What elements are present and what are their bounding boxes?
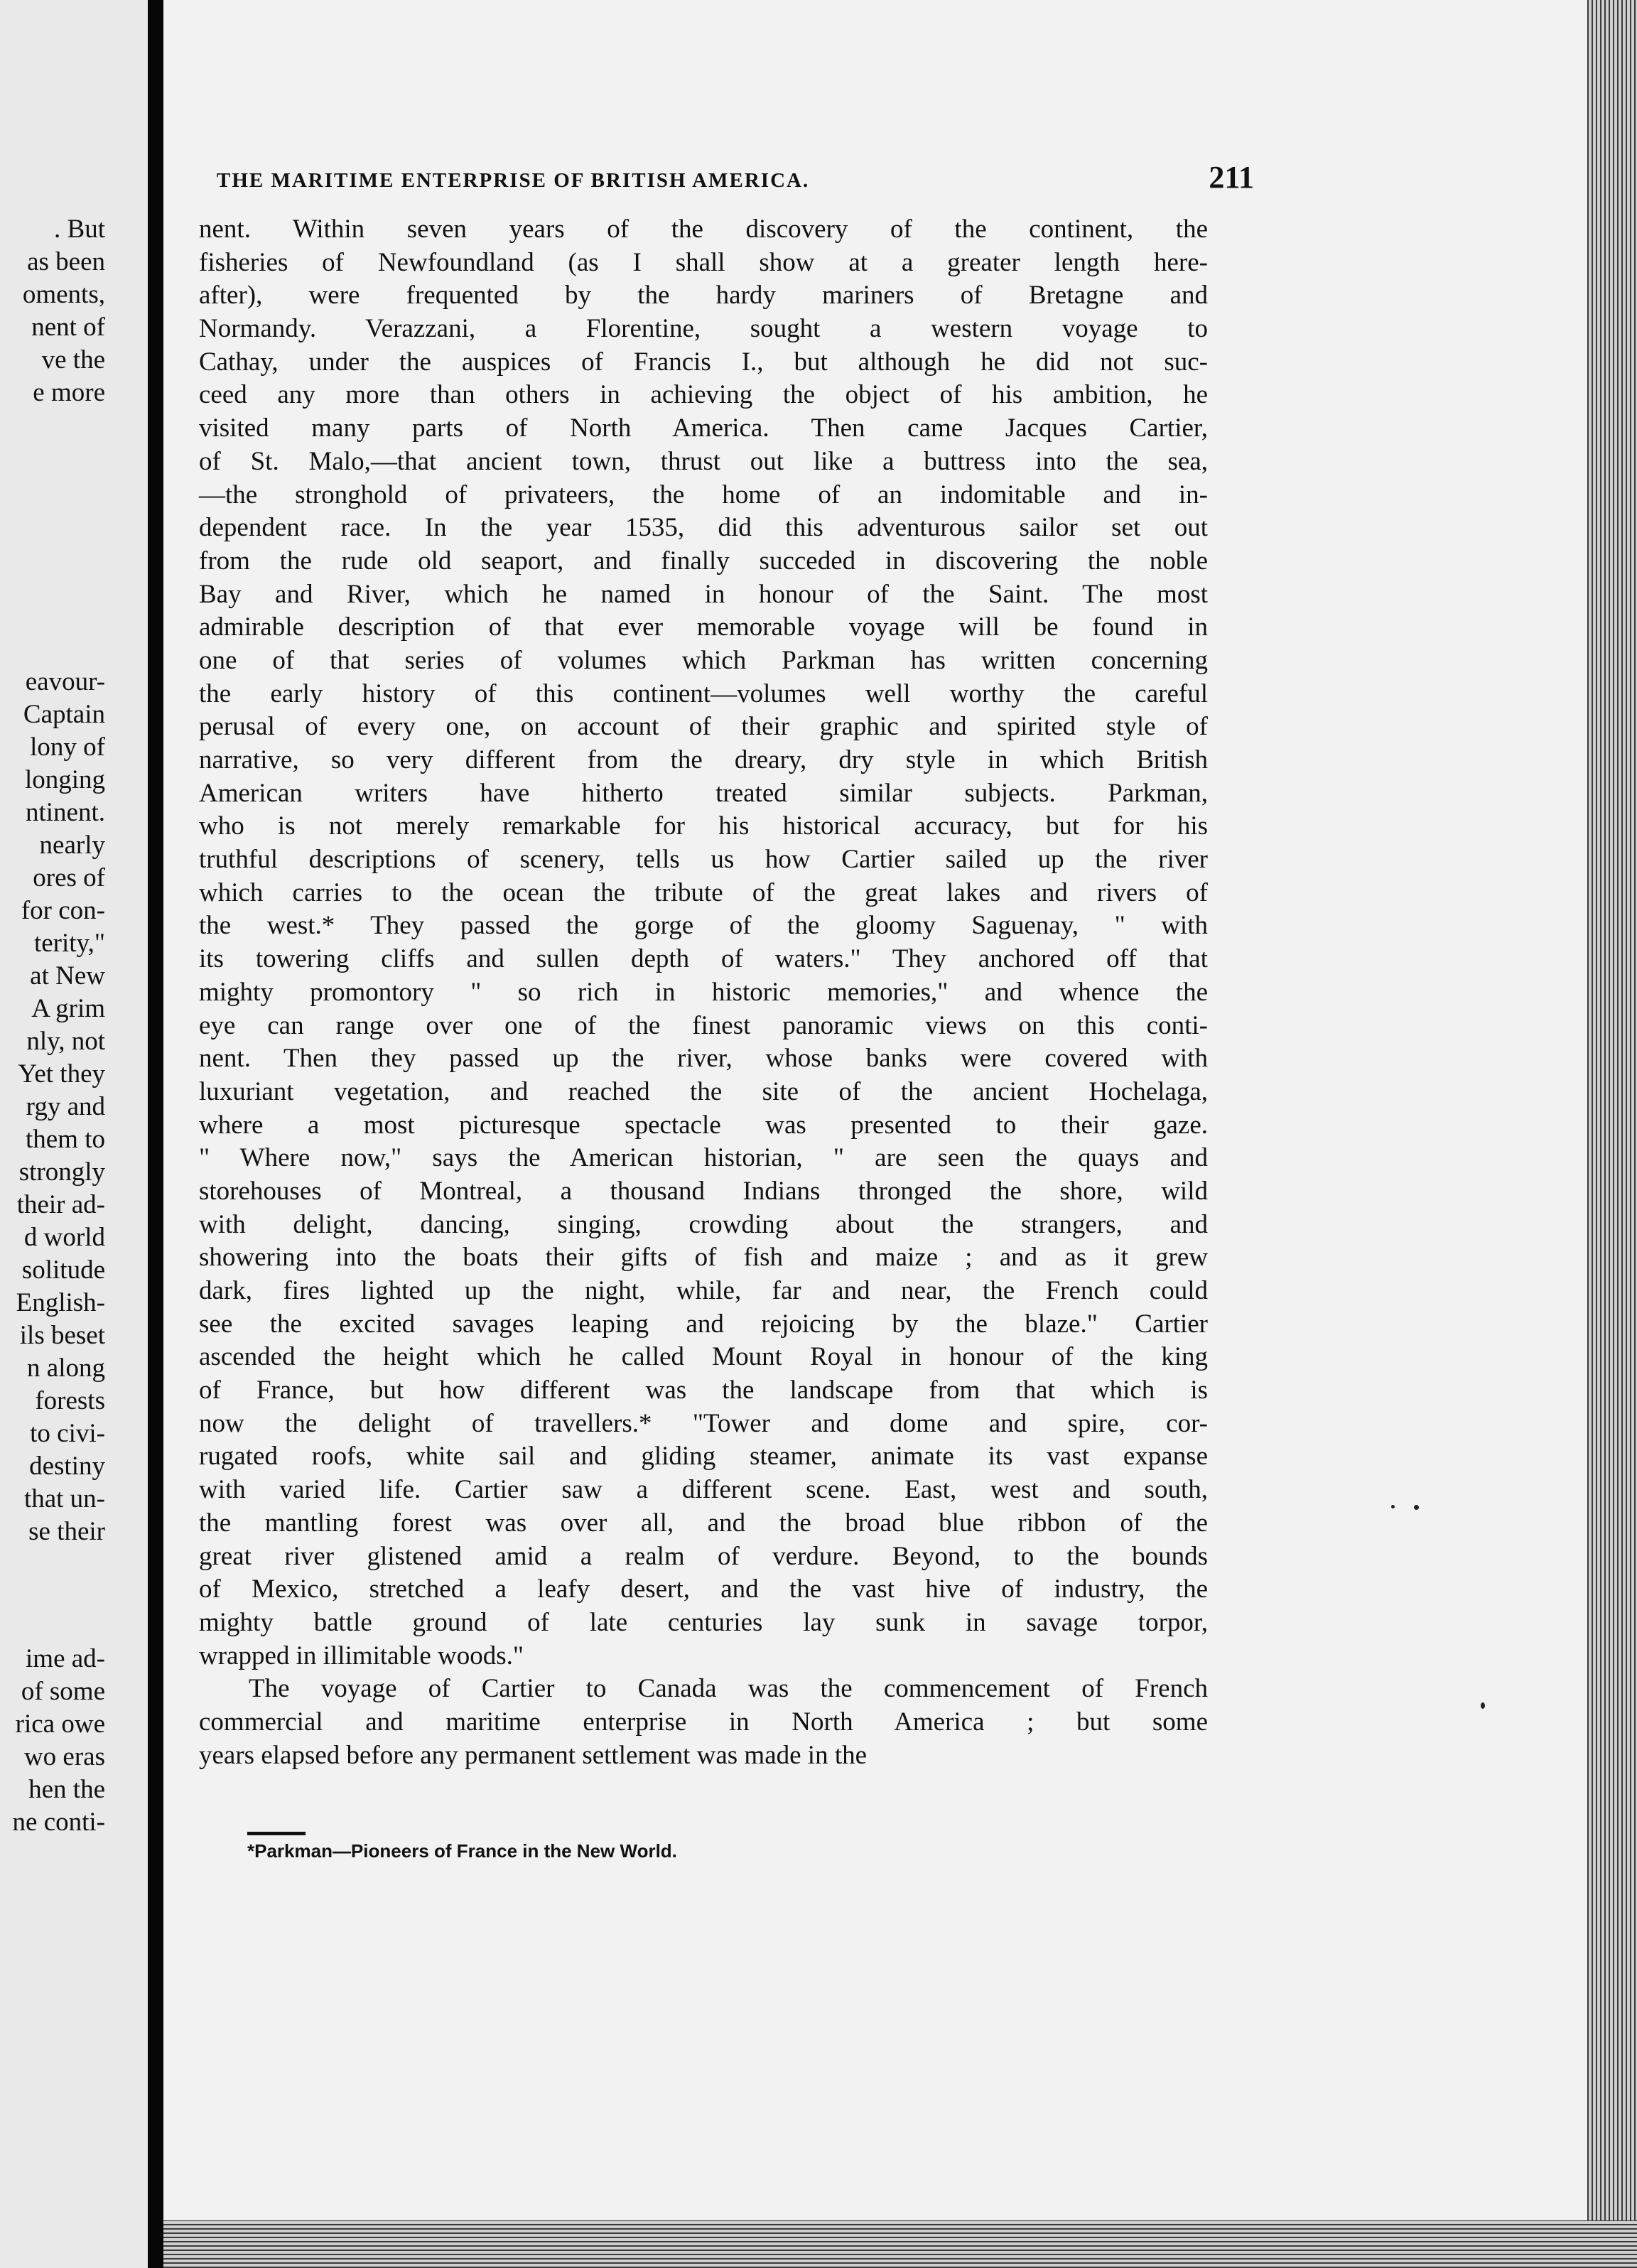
text-line: narrative, so very different from the dreary, dry style in which British <box>199 745 1208 774</box>
text-line: luxuriant vegetation, and reached the site of the ancient Hochelaga, <box>199 1076 1208 1106</box>
text-line: dark, fires lighted up the night, while, far and near, the French could <box>199 1276 1208 1305</box>
text-line: dependent race. In the year 1535, did this adventurous sailor set out <box>199 513 1208 543</box>
text-line: Bay and River, which he named in honour of the Saint. The most <box>199 579 1208 609</box>
print-speck <box>1481 1702 1485 1709</box>
facing-page-line: oments, <box>22 280 105 309</box>
facing-page-line: of some <box>21 1677 105 1706</box>
text-line: ceed any more than others in achieving the object of his ambition, he <box>199 380 1208 410</box>
text-line: nent. Then they passed up the river, whose banks were covered with <box>199 1044 1208 1074</box>
facing-page-line: A grim <box>31 994 105 1023</box>
text-line: now the delight of travellers.* "Tower and dome and spire, cor- <box>199 1408 1208 1438</box>
text-line: one of that series of volumes which Parkman has written concerning <box>199 645 1208 675</box>
text-line: Cathay, under the auspices of Francis I., but although he did not suc- <box>199 347 1208 377</box>
facing-page-line: Captain <box>23 700 105 729</box>
facing-page-line: as been <box>27 247 105 276</box>
text-line: admirable description of that ever memorable voyage will be found in <box>199 612 1208 642</box>
text-line: the west.* They passed the gorge of the gloomy Saguenay, " with <box>199 911 1208 941</box>
facing-page-line: nearly <box>39 831 105 860</box>
running-head-title: THE MARITIME ENTERPRISE OF BRITISH AMERICA. <box>217 169 810 192</box>
text-line: see the excited savages leaping and rejoicing by the blaze." Cartier <box>199 1309 1208 1339</box>
facing-page-line: nly, not <box>26 1027 105 1056</box>
text-line: with delight, dancing, singing, crowding about the strangers, and <box>199 1209 1208 1239</box>
text-line: " Where now," says the American historian, " are seen the quays and <box>199 1143 1208 1173</box>
facing-page-line: Yet they <box>18 1059 105 1089</box>
facing-page-line: wo eras <box>23 1742 105 1771</box>
text-line: Normandy. Verazzani, a Florentine, sought a western voyage to <box>199 314 1208 344</box>
facing-page-text-middle <box>0 666 148 1548</box>
text-line: who is not merely remarkable for his historical accuracy, but for his <box>199 811 1208 841</box>
book-gutter <box>148 0 163 2268</box>
text-line: mighty promontory " so rich in historic memories," and whence the <box>199 977 1208 1007</box>
text-line: mighty battle ground of late centuries lay sunk in savage torpor, <box>199 1607 1208 1637</box>
page-number: 211 <box>1209 160 1254 195</box>
body-text <box>199 213 1208 1772</box>
facing-page-line: ntinent. <box>25 798 105 827</box>
facing-page-line: d world <box>23 1223 105 1252</box>
text-line: truthful descriptions of scenery, tells us how Cartier sailed up the river <box>199 845 1208 875</box>
page-edges-right <box>1587 0 1637 2268</box>
facing-page-line: ores of <box>33 863 105 892</box>
facing-page-line: terity," <box>33 929 105 958</box>
facing-page-line: . But <box>54 215 105 244</box>
facing-page-line: to civi- <box>30 1419 105 1448</box>
text-line: ascended the height which he called Mount Royal in honour of the king <box>199 1342 1208 1372</box>
footnote: *Parkman—Pioneers of France in the New World. <box>247 1840 677 1862</box>
text-line: the early history of this continent—volumes well worthy the careful <box>199 679 1208 708</box>
facing-page-line: them to <box>25 1125 105 1154</box>
text-line: where a most picturesque spectacle was presented to their gaze. <box>199 1110 1208 1140</box>
text-line: wrapped in illimitable woods." <box>199 1641 524 1670</box>
text-line: great river glistened amid a realm of verdure. Beyond, to the bounds <box>199 1541 1208 1571</box>
text-line: of France, but how different was the landscape from that which is <box>199 1376 1208 1405</box>
facing-page-line: eavour- <box>25 667 105 696</box>
facing-page-line: ils beset <box>19 1321 105 1350</box>
text-line: its towering cliffs and sullen depth of waters." They anchored off that <box>199 944 1208 974</box>
facing-page-line: ime ad- <box>26 1644 105 1673</box>
print-speck <box>1391 1505 1395 1508</box>
text-line: from the rude old seaport, and finally succeded in discovering the noble <box>199 546 1208 576</box>
text-line: after), were frequented by the hardy mariners of Bretagne and <box>199 281 1208 310</box>
text-line: years elapsed before any permanent settlement was made in the <box>199 1740 868 1770</box>
facing-page-line: longing <box>24 765 105 794</box>
facing-page <box>0 0 148 2268</box>
text-line: The voyage of Cartier to Canada was the commencement of French <box>249 1674 1208 1704</box>
footnote-rule <box>247 1832 306 1835</box>
text-line: which carries to the ocean the tribute of the great lakes and rivers of <box>199 878 1208 907</box>
text-line: the mantling forest was over all, and the broad blue ribbon of the <box>199 1508 1208 1538</box>
text-line: fisheries of Newfoundland (as I shall show at a greater length here- <box>199 247 1208 277</box>
print-speck <box>1414 1505 1419 1510</box>
text-line: nent. Within seven years of the discovery of the continent, the <box>199 215 1208 244</box>
text-line: visited many parts of North America. Then came Jacques Cartier, <box>199 414 1208 443</box>
text-line: rugated roofs, white sail and gliding steamer, animate its vast expanse <box>199 1442 1208 1472</box>
facing-page-line: solitude <box>21 1256 105 1285</box>
text-line: commercial and maritime enterprise in North America ; but some <box>199 1707 1208 1737</box>
facing-page-line: strongly <box>18 1157 105 1187</box>
facing-page-text-top <box>0 213 148 409</box>
facing-page-line: ne conti- <box>12 1808 105 1837</box>
text-line: storehouses of Montreal, a thousand Indians thronged the shore, wild <box>199 1176 1208 1206</box>
text-line: —the stronghold of privateers, the home of an indomitable and in- <box>199 480 1208 509</box>
facing-page-line: e more <box>33 378 105 407</box>
text-line: with varied life. Cartier saw a different scene. East, west and south, <box>199 1475 1208 1505</box>
text-line: eye can range over one of the finest panoramic views on this conti- <box>199 1010 1208 1040</box>
facing-page-line: lony of <box>30 733 105 762</box>
facing-page-line: rgy and <box>26 1092 105 1121</box>
facing-page-line: hen the <box>28 1775 105 1804</box>
facing-page-line: destiny <box>29 1452 105 1481</box>
facing-page-line: ve the <box>41 345 105 374</box>
running-head <box>217 160 1254 198</box>
text-line: of St. Malo,—that ancient town, thrust out like a buttress into the sea, <box>199 446 1208 476</box>
text-line: perusal of every one, on account of their graphic and spirited style of <box>199 712 1208 742</box>
facing-page-line: at New <box>30 961 105 990</box>
facing-page-line: their ad- <box>16 1190 105 1219</box>
facing-page-line: rica owe <box>15 1710 105 1739</box>
facing-page-line: that un- <box>23 1484 105 1513</box>
facing-page-text-bottom <box>0 1643 148 1839</box>
facing-page-line: for con- <box>21 896 105 925</box>
text-line: of Mexico, stretched a leafy desert, and the vast hive of industry, the <box>199 1575 1208 1604</box>
facing-page-line: forests <box>35 1386 105 1415</box>
page-edges-bottom <box>163 2220 1637 2268</box>
text-line: American writers have hitherto treated similar subjects. Parkman, <box>199 778 1208 808</box>
facing-page-line: n along <box>27 1354 105 1383</box>
facing-page-line: English- <box>16 1288 105 1317</box>
text-line: showering into the boats their gifts of fish and maize ; and as it grew <box>199 1243 1208 1273</box>
facing-page-line: nent of <box>31 313 105 342</box>
facing-page-line: se their <box>28 1517 105 1546</box>
